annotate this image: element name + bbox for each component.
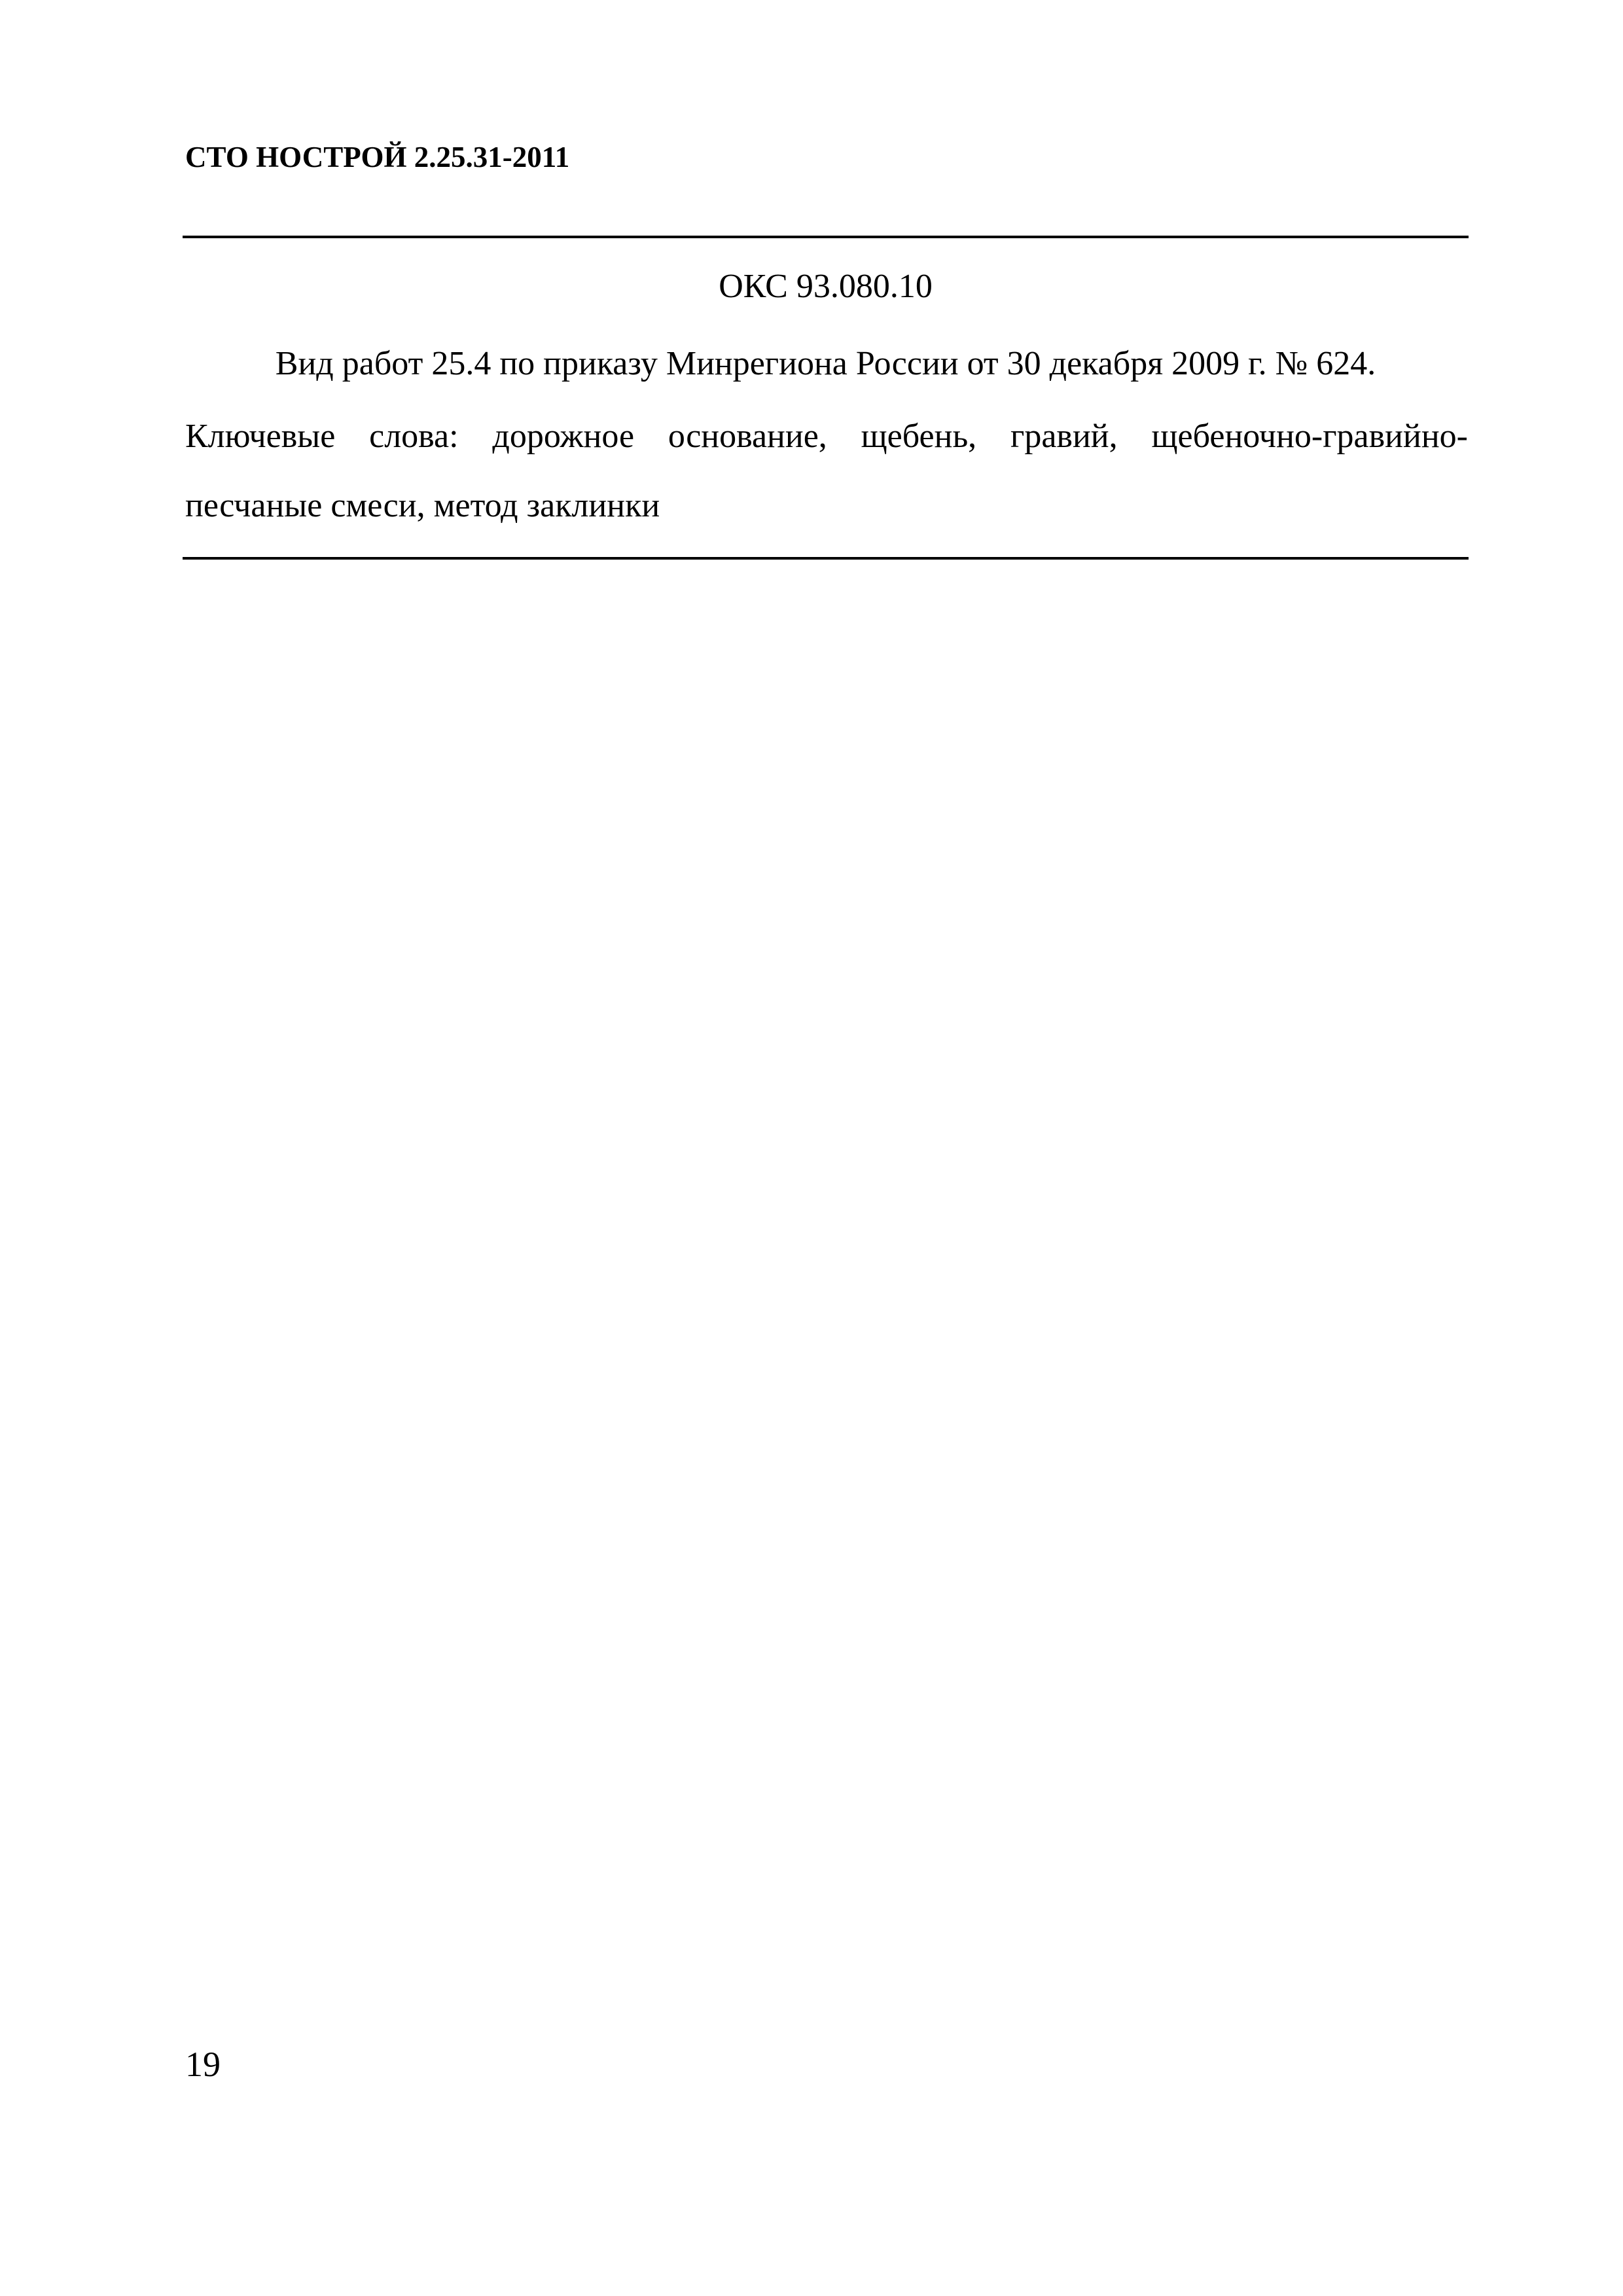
- oks-classification: ОКС 93.080.10: [719, 268, 933, 305]
- work-type-statement: Вид работ 25.4 по приказу Минрегиона России от 30 декабря 2009 г. № 624.: [275, 345, 1376, 382]
- page-number: 19: [185, 2045, 221, 2084]
- keywords-paragraph: [185, 420, 1468, 523]
- bottom-divider: [183, 557, 1469, 560]
- standard-code-header: СТО НОСТРОЙ 2.25.31-2011: [185, 141, 570, 173]
- keywords-line-1: Ключевые слова: дорожное основание, щебень, гравий, щебеночно-гравийно-: [185, 418, 1468, 455]
- top-divider: [183, 236, 1469, 238]
- keywords-line-2: песчаные смеси, метод заклинки: [185, 487, 660, 524]
